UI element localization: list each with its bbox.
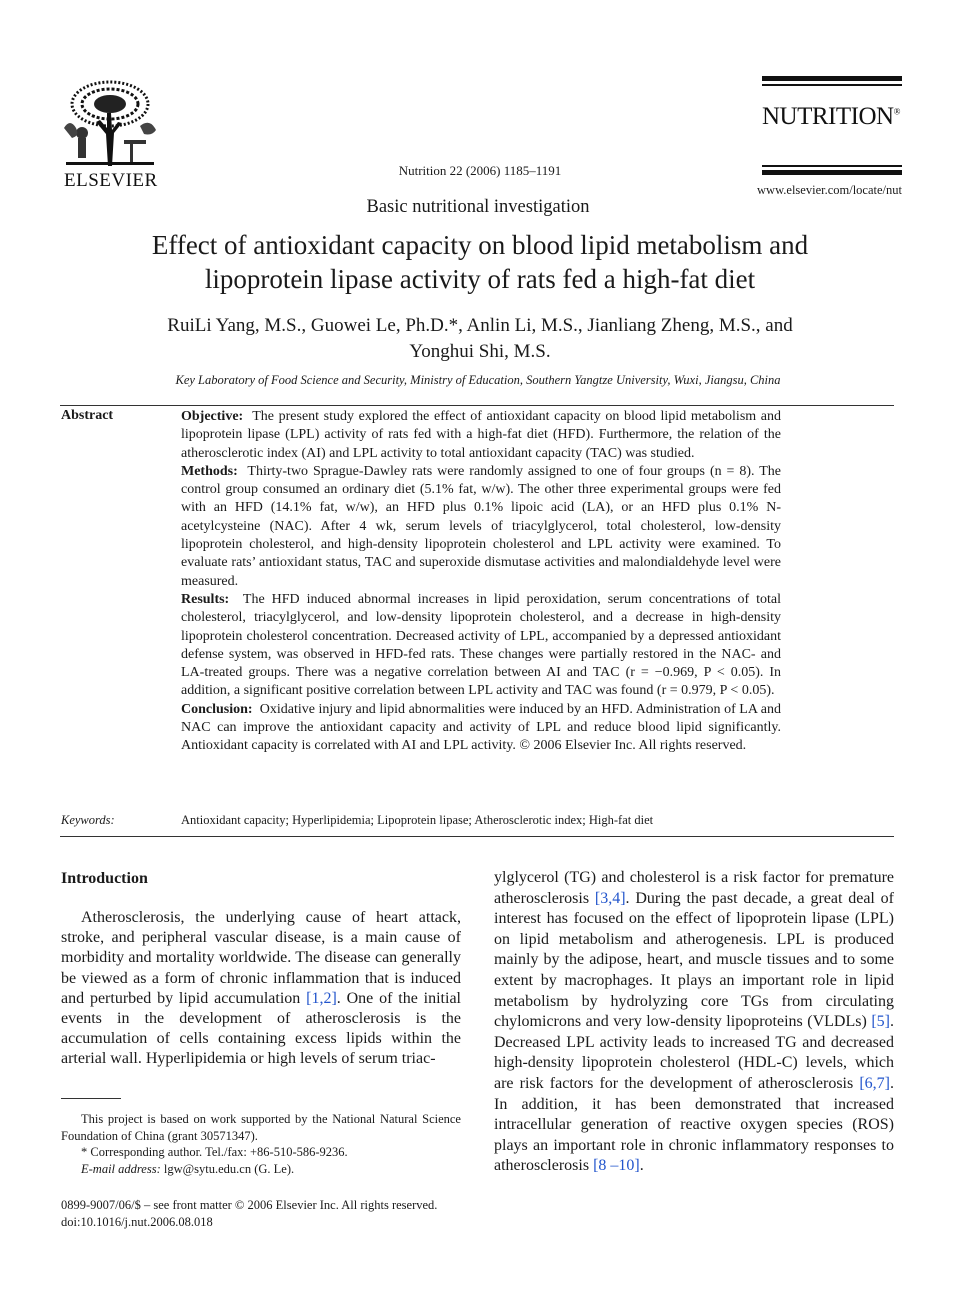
divider <box>60 836 894 837</box>
journal-url-link[interactable]: www.elsevier.com/locate/nut <box>757 183 902 197</box>
footnote-funding: This project is based on work supported by the National Natural Science Foundation of China (grant 30571347). <box>61 1112 461 1143</box>
author-line: RuiLi Yang, M.S., Guowei Le, Ph.D.*, Anlin Li, M.S., Jianliang Zheng, M.S., and <box>167 315 793 336</box>
abstract-label: Abstract <box>61 408 114 423</box>
page-footer <box>61 1197 501 1230</box>
email-label: E-mail address: <box>81 1162 161 1176</box>
title-line: Effect of antioxidant capacity on blood lipid metabolism and <box>151 230 809 260</box>
introduction-column-1 <box>61 908 461 1070</box>
citation-link[interactable]: [5] <box>871 1013 890 1031</box>
abstract-results <box>181 591 781 701</box>
conclusion-text: Oxidative injury and lipid abnormalities were induced by an HFD. Administration of LA and NAC can improve the antioxidant capacity and activity of LPL and reduce blood lipid significantly. Antioxidant capacity is correlated with AI and LPL activity. © 2006 Elsevier Inc. All rights reserved. <box>181 701 781 754</box>
abstract-methods <box>181 463 781 591</box>
citation-link[interactable]: [3,4] <box>594 889 626 907</box>
introduction-column-2 <box>494 868 894 1177</box>
introduction-heading: Introduction <box>61 870 148 887</box>
affiliation: Key Laboratory of Food Science and Security, Ministry of Education, Southern Yangtze University, Wuxi, Jiangsu, China <box>175 373 781 387</box>
citation-link[interactable]: [6,7] <box>859 1074 890 1092</box>
title-line: lipoprotein lipase activity of rats fed a high-fat diet <box>204 264 756 294</box>
results-label: Results: <box>181 591 230 607</box>
issn-line: 0899-9007/06/$ – see front matter © 2006 Elsevier Inc. All rights reserved. <box>61 1198 438 1212</box>
author-line: Yonghui Shi, M.S. <box>409 341 551 362</box>
divider <box>60 405 894 406</box>
body-text: . In addition, it has been demonstrated that increased intracellular generation of reactive oxygen species (ROS) plays an important role in chronic inflammatory responses to atherosclerosis <box>494 1074 894 1175</box>
objective-text: The present study explored the effect of antioxidant capacity on blood lipid metabolism and lipoprotein lipase (LPL) activity of rats fed with a high-fat diet (HFD). Furthermore, the relation of the atherosclerotic index (AI) and LPL activity to total antioxidant capacity (TAC) was studied. <box>181 409 781 461</box>
footnote-corresponding: * Corresponding author. Tel./fax: +86-510-586-9236. <box>81 1145 348 1159</box>
citation-link[interactable]: [1,2] <box>306 989 337 1007</box>
methods-text: Thirty-two Sprague-Dawley rats were randomly assigned to one of four groups (n = 8). The control group consumed an ordinary diet (5.1% fat, w/w). The other three experimental groups were fed with an HFD (14.1% fat, w/w), an HFD plus 0.1% lipoic acid (LA), or an HFD plus 0.1% N-acetylcysteine (NAC). After 4 wk, serum levels of triacylglycerol, total cholesterol, low-density lipoprotein cholesterol, and high-density lipoprotein cholesterol and LPL activity were examined. To evaluate rats’ antioxidant status, TAC and superoxide dismutase activities and malondialdehyde level were measured. <box>181 463 781 589</box>
body-text: . <box>639 1157 644 1175</box>
footnote-email <box>61 1161 461 1178</box>
body-text: . One of the initial events in the development of atherosclerosis is the accumulation of cells containing excess lipids within the arterial wall. Hyperlipidemia or high levels of serum triac- <box>61 989 461 1068</box>
methods-label: Methods: <box>181 463 238 479</box>
elsevier-tree-icon <box>60 78 160 170</box>
doi-link[interactable]: doi:10.1016/j.nut.2006.08.018 <box>61 1214 213 1229</box>
trademark: ® <box>893 106 900 117</box>
journal-citation: Nutrition 22 (2006) 1185–1191 <box>398 163 562 178</box>
body-text: . Decreased LPL activity leads to increased TG and decreased high-density lipoprotein cholesterol (HDL-C) levels, which are risk factors for the development of atherosclerosis <box>494 1013 894 1092</box>
article-title <box>80 228 880 296</box>
abstract-objective <box>181 408 781 463</box>
citation-link[interactable]: [8 –10] <box>593 1157 640 1175</box>
body-text: . During the past decade, a great deal of interest has focused on the effect of lipoprotein lipase (LPL) on lipid metabolism and atherogenesis. LPL is produced mainly by the adipose, heart, and muscle tissues and to some extent by macrophages. It plays an important role in lipid metabolism by hydrolyzing core TGs from circulating chylomicrons and very low-density lipoproteins (VLDLs) <box>494 889 895 1031</box>
keywords-list: Antioxidant capacity; Hyperlipidemia; Lipoprotein lipase; Atherosclerotic index; High-fat diet <box>181 813 654 827</box>
journal-header-bar <box>762 84 902 86</box>
objective-label: Objective: <box>181 409 244 424</box>
abstract-body <box>181 408 781 756</box>
abstract-conclusion <box>181 701 781 756</box>
conclusion-label: Conclusion: <box>181 701 253 717</box>
author-list <box>80 313 880 365</box>
publisher-name: ELSEVIER <box>64 170 158 191</box>
keywords-label: Keywords: <box>61 813 115 827</box>
email-link[interactable]: lgw@sytu.edu.cn (G. Le). <box>163 1162 295 1176</box>
body-text: Atherosclerosis, the underlying cause of heart attack, stroke, and peripheral vascular disease, is a main cause of morbidity and mortality worldwide. The disease can generally be viewed as a form of chronic inflammation that is induced and perturbed by lipid accumulation <box>61 909 461 1007</box>
journal-name-text: NUTRITION <box>762 103 894 130</box>
results-text: The HFD induced abnormal increases in lipid peroxidation, serum concentrations of total cholesterol, triacylglycerol, and low-density lipoprotein cholesterol, and a decrease in high-density lipoprotein cholesterol concentration. Decreased activity of LPL, accompanied by a depressed antioxidant defense system, was observed in HFD-fed rats. These changes were partially restored in the NAC- and LA-treated groups. There was a negative correlation between AI and TAC (r = −0.969, P < 0.05). In addition, a significant positive correlation between LPL activity and TAC was found (r = 0.979, P < 0.05). <box>181 591 781 699</box>
journal-header-bar <box>762 76 902 81</box>
journal-header-bar <box>762 165 902 167</box>
journal-name <box>762 103 902 131</box>
footnote-divider <box>61 1098 121 1099</box>
journal-header-bar <box>762 170 902 175</box>
section-type: Basic nutritional investigation <box>366 197 590 217</box>
body-text: ylglycerol (TG) and cholesterol is a risk factor for premature atherosclerosis <box>494 869 894 907</box>
